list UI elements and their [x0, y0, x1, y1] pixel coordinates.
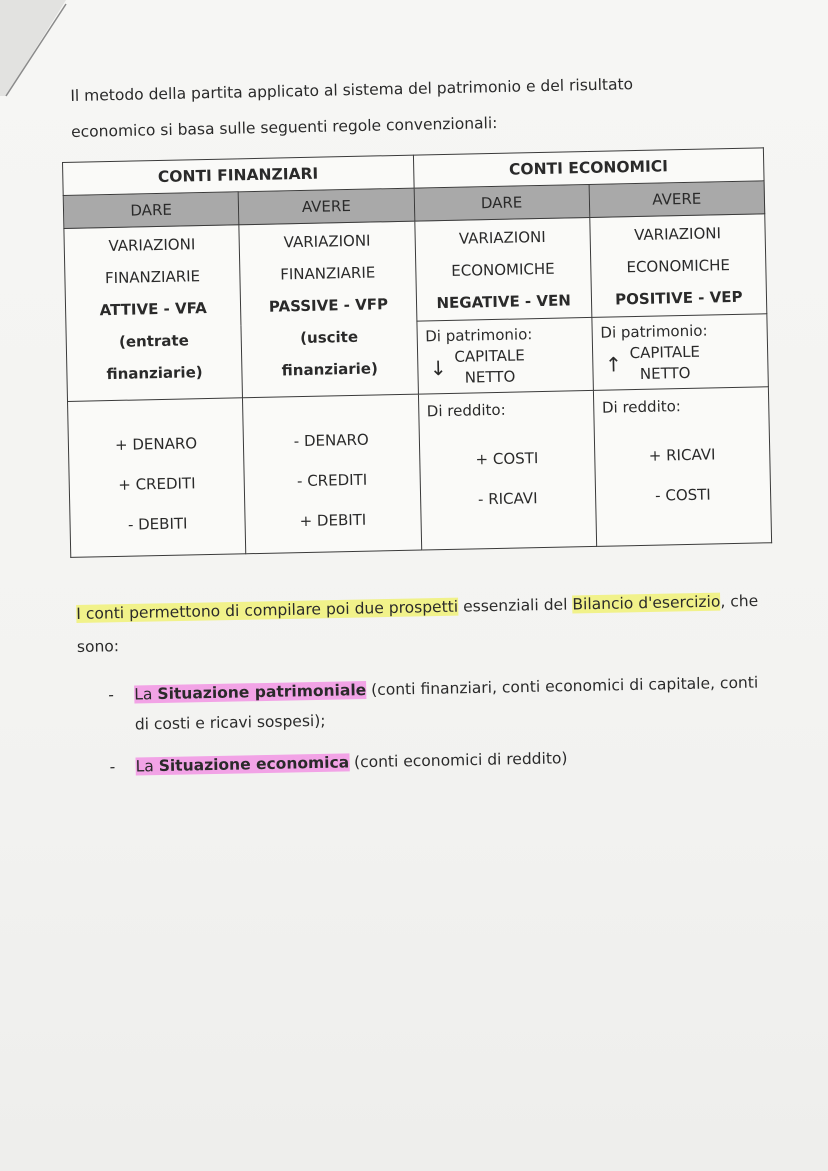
folded-corner	[0, 0, 70, 100]
bullet-prefix: La	[134, 685, 158, 704]
accounts-rules-table	[62, 147, 772, 558]
arrow-up-icon: ↑	[604, 352, 623, 377]
fin-avere-variations-cell	[239, 221, 418, 398]
intro-line-1: Il metodo della partita applicato al sistema del patrimonio e del risultato	[70, 75, 634, 105]
arrow-down-icon: ↓	[429, 355, 447, 381]
eco-dare-line-1: VARIAZIONI	[458, 227, 546, 248]
fin-avere-line-2: FINANZIARIE	[280, 263, 376, 284]
fin-dare-line-2: FINANZIARIE	[104, 267, 201, 288]
highlight-situazione-economica	[135, 753, 349, 775]
eco-dare-reddito-cell	[418, 390, 596, 550]
eco-dare-reddito-label: Di reddito:	[426, 400, 506, 421]
bullet-rest: (conti finanziari, conti economici di capitale, conti di costi e ricavi sospesi);	[134, 673, 759, 734]
highlight-conti-permettono: I conti permettono di compilare poi due prospetti	[76, 597, 459, 623]
eco-avere-variations-cell	[590, 214, 767, 318]
fin-dare-item-2: + CREDITI	[118, 474, 196, 494]
eco-avere-capital-1: CAPITALE	[629, 342, 701, 363]
bullet-prefix: La	[135, 757, 159, 776]
bullet-bold-term: Situazione patrimoniale	[157, 681, 367, 704]
fin-dare-line-3: ATTIVE - VFA	[99, 299, 207, 320]
eco-avere-patrimonio-label: Di patrimonio:	[600, 321, 708, 342]
fin-dare-items-cell	[68, 398, 246, 558]
bullet-dash: -	[108, 685, 115, 704]
list-item	[109, 740, 759, 782]
highlight-bilancio: Bilancio d'esercizio	[572, 592, 721, 614]
paragraph-end-text: , che sono:	[76, 591, 759, 656]
fin-avere-item-2: - CREDITI	[296, 470, 368, 491]
highlight-situazione-patrimoniale	[134, 681, 366, 703]
eco-dare-variations-cell	[414, 217, 591, 321]
eco-avere-reddito-label: Di reddito:	[601, 397, 682, 417]
fin-avere-items-cell	[243, 394, 421, 554]
fin-dare-item-3: - DEBITI	[127, 514, 188, 534]
bullet-list	[108, 668, 760, 794]
eco-avere-line-1: VARIAZIONI	[633, 224, 722, 245]
fin-dare-line-4: (entrate	[118, 331, 189, 351]
paragraph-mid-text: essenziali del	[457, 595, 573, 616]
eco-dare-item-2: - RICAVI	[477, 489, 538, 509]
list-item	[108, 668, 759, 740]
eco-avere-item-1: + RICAVI	[648, 445, 716, 465]
eco-dare-header: DARE	[414, 184, 590, 221]
eco-dare-item-1: + COSTI	[475, 449, 539, 469]
fin-avere-line-3: PASSIVE - VFP	[268, 295, 389, 316]
eco-dare-capital-1: CAPITALE	[454, 346, 525, 366]
eco-avere-patrimonio-cell	[592, 314, 769, 391]
bullet-rest: (conti economici di reddito)	[348, 749, 568, 772]
bullet-bold-term: Situazione economica	[158, 753, 350, 776]
fin-avere-line-4: (uscite	[300, 327, 359, 348]
fin-dare-header: DARE	[63, 192, 239, 229]
eco-dare-line-2: ECONOMICHE	[451, 259, 555, 280]
fin-dare-item-1: + DENARO	[114, 434, 198, 454]
fin-dare-line-5: finanziarie)	[106, 363, 203, 384]
eco-dare-line-3: NEGATIVE - VEN	[436, 291, 571, 313]
fin-dare-variations-cell	[64, 225, 243, 402]
fin-avere-line-5: finanziarie)	[281, 359, 379, 380]
fin-avere-line-1: VARIAZIONI	[283, 231, 371, 252]
intro-line-2: economico si basa sulle seguenti regole convenzionali:	[70, 114, 498, 141]
eco-avere-reddito-cell	[593, 387, 771, 547]
accounts-table-container	[62, 147, 772, 558]
intro-paragraph	[70, 64, 763, 150]
bullet-dash: -	[109, 757, 116, 776]
eco-dare-capital-2: NETTO	[464, 367, 516, 387]
eco-avere-header: AVERE	[589, 181, 765, 218]
fin-avere-header: AVERE	[238, 188, 414, 225]
financial-accounts-header: CONTI FINANZIARI	[63, 155, 414, 195]
economic-accounts-header: CONTI ECONOMICI	[413, 148, 764, 188]
bilancio-paragraph	[76, 585, 759, 664]
fin-dare-line-1: VARIAZIONI	[108, 235, 196, 256]
eco-avere-line-2: ECONOMICHE	[626, 256, 731, 277]
eco-dare-patrimonio-label: Di patrimonio:	[425, 325, 533, 346]
eco-avere-line-3: POSITIVE - VEP	[615, 287, 743, 309]
eco-avere-capital-2: NETTO	[639, 363, 691, 383]
fin-avere-item-3: + DEBITI	[299, 510, 367, 531]
eco-avere-item-2: - COSTI	[655, 485, 711, 505]
eco-dare-patrimonio-cell	[416, 317, 593, 394]
fin-avere-item-1: - DENARO	[293, 430, 369, 451]
